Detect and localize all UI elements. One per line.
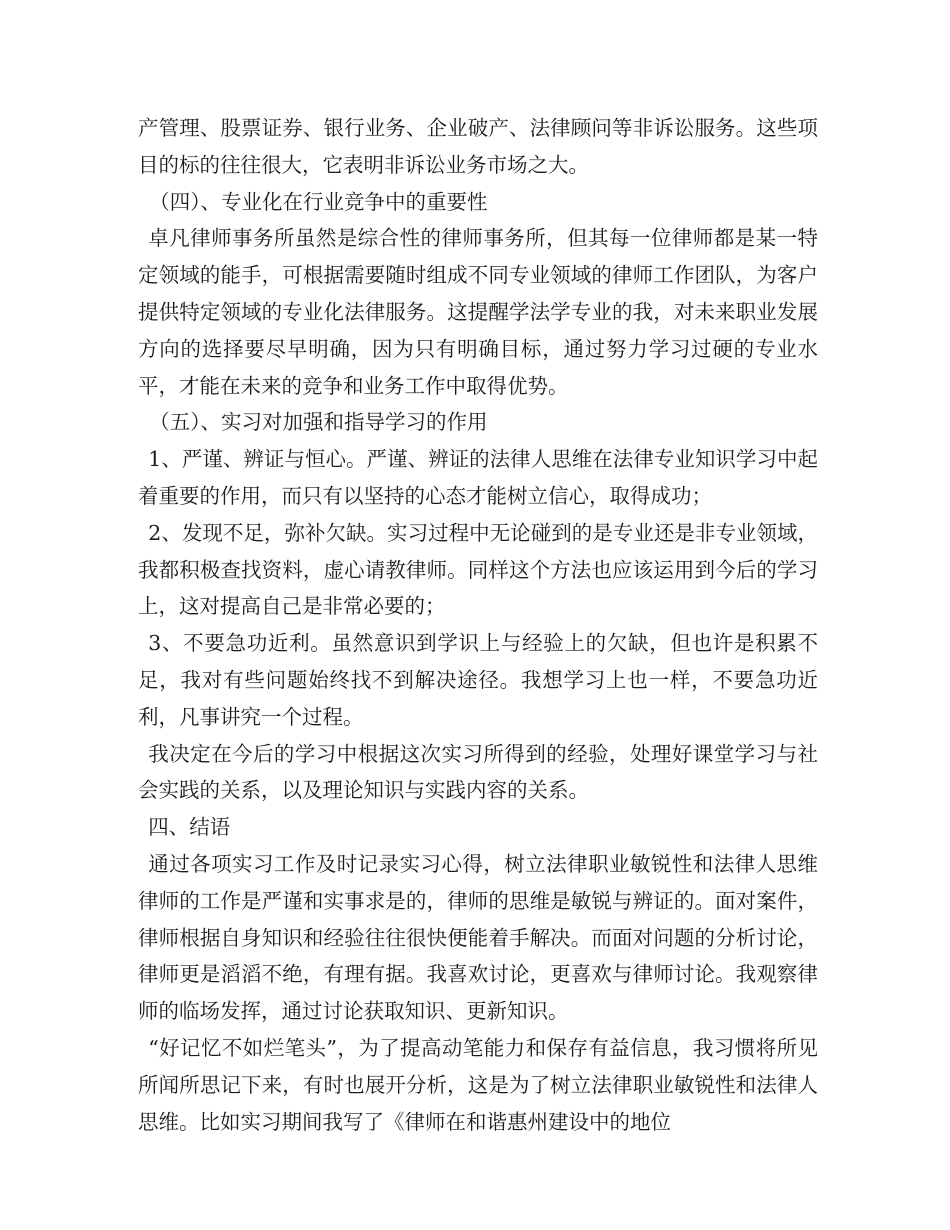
list-item-2: 2、发现不足，弥补欠缺。实习过程中无论碰到的是专业还是非专业领域，我都积极查找资料，虚心请教律师。同样这个方法也应该运用到今后的学习上，这对提高自己是非常必要的；	[138, 520, 818, 619]
section-heading-5: （五）、实习对加强和指导学习的作用	[149, 410, 488, 435]
paragraph-continuation: 产管理、股票证券、银行业务、企业破产、法律顾问等非诉讼服务。这些项目的标的往往很大，它表明非诉讼业务市场之大。	[138, 116, 818, 177]
document-body	[138, 110, 818, 1140]
section-heading-conclusion: 四、结语	[148, 815, 231, 840]
paragraph-decision: 我决定在今后的学习中根据这次实习所得到的经验，处理好课堂学习与社会实践的关系，以及理论知识与实践内容的关系。	[138, 741, 818, 803]
section-heading-4: （四）、专业化在行业竞争中的重要性	[149, 189, 488, 214]
list-item-3: 3、不要急功近利。虽然意识到学识上与经验上的欠缺，但也许是积累不足，我对有些问题始终找不到解决途径。我想学习上也一样，不要急功近利，凡事讲究一个过程。	[138, 631, 818, 729]
paragraph-specialization: 卓凡律师事务所虽然是综合性的律师事务所，但其每一位律师都是某一特定领域的能手，可根据需要随时组成不同专业领域的律师工作团队，为客户提供特定领域的专业化法律服务。这提醒学法学专业的我，对未来职业发展方向的选择要尽早明确，因为只有明确目标，通过努力学习过硬的专业水平，才能在未来的竞争和业务工作中取得优势。	[138, 226, 818, 398]
paragraph-conclusion-1: 通过各项实习工作及时记录实习心得，树立法律职业敏锐性和法律人思维律师的工作是严谨和实事求是的，律师的思维是敏锐与辨证的。面对案件，律师根据自身知识和经验往往很快便能着手解决。而面对问题的分析讨论，律师更是滔滔不绝，有理有据。我喜欢讨论，更喜欢与律师讨论。我观察律师的临场发挥，通过讨论获取知识、更新知识。	[138, 851, 818, 1024]
list-item-1: 1、严谨、辨证与恒心。严谨、辨证的法律人思维在法律专业知识学习中起着重要的作用，而只有以坚持的心态才能树立信心，取得成功；	[138, 447, 818, 508]
paragraph-conclusion-2: “好记忆不如烂笔头”，为了提高动笔能力和保存有益信息，我习惯将所见所闻所思记下来，有时也展开分析，这是为了树立法律职业敏锐性和法律人思维。比如实习期间我写了《律师在和谐惠州建设中的地位	[138, 1035, 818, 1134]
